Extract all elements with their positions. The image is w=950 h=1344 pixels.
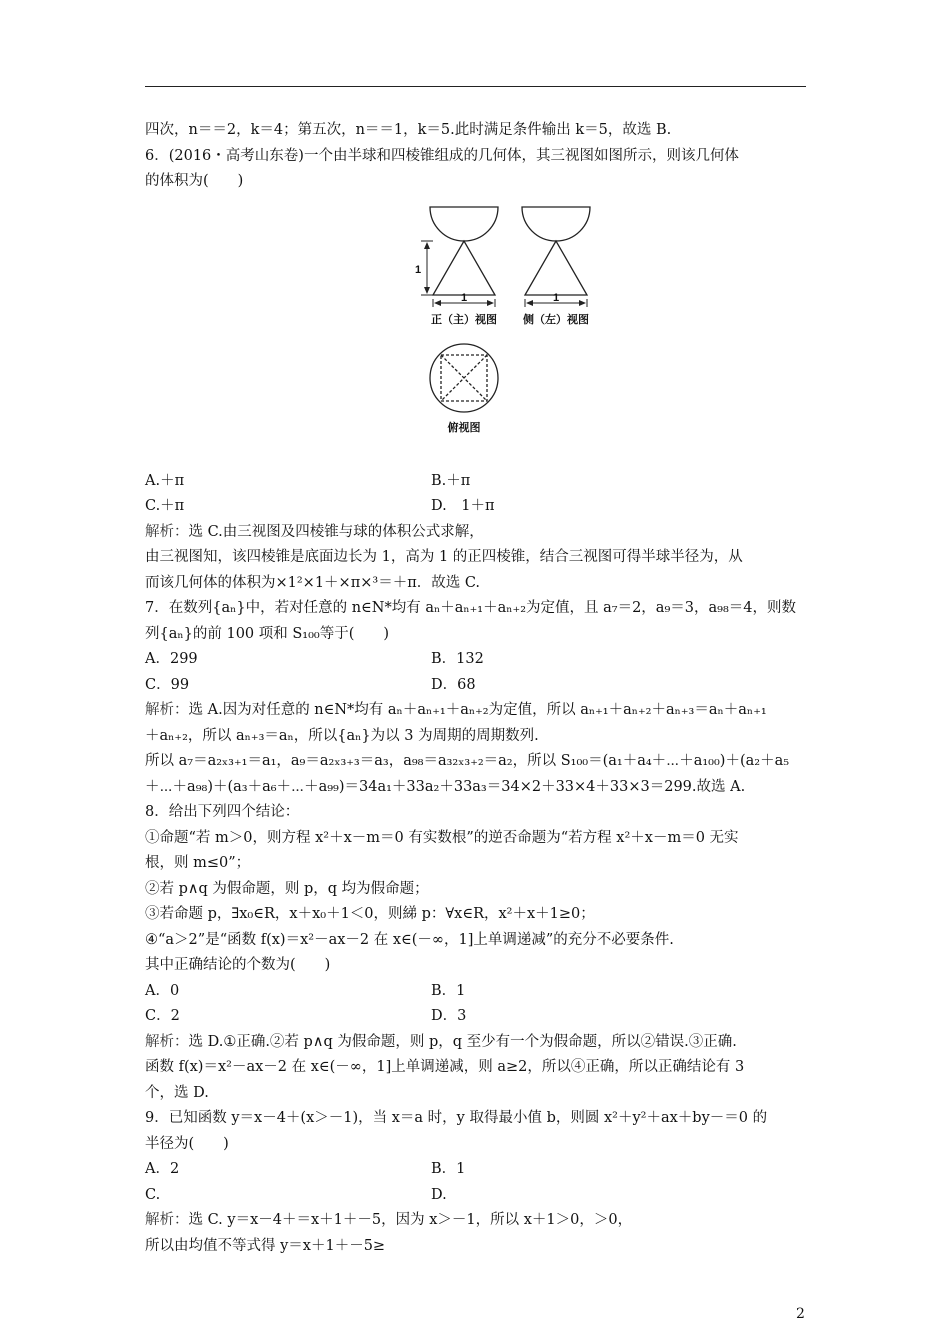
top-view-label: 俯视图 xyxy=(447,421,481,434)
option-b: B．1 xyxy=(431,982,466,999)
side-view-label: 侧（左）视图 xyxy=(523,313,589,326)
option-b: B．1 xyxy=(431,1161,466,1177)
option-a: A．0 xyxy=(145,982,180,999)
question-8-stem: 8．给出下列四个结论： xyxy=(145,804,300,820)
option-a: A．299 xyxy=(145,651,198,667)
solution-label: 解析： xyxy=(145,1033,189,1050)
option-b: B．132 xyxy=(431,651,484,667)
solution-line: 个，选 D. xyxy=(145,1084,209,1101)
front-hemisphere xyxy=(430,207,498,241)
question-6-stem: 6．(2016・高考山东卷)一个由半球和四棱锥组成的几何体，其三视图如图所示，则该几何体 xyxy=(145,147,739,164)
question-8-statement: ①命题“若 m＞0，则方程 x²＋x－m＝0 有实数根”的逆否命题为“若方程 x²＋x－m＝0 无实 xyxy=(145,829,739,846)
solution-line xyxy=(145,520,810,546)
solution-text: 选 C. y＝x－4＋＝x＋1＋－5，因为 x＞－1，所以 x＋1＞0，＞0， xyxy=(188,1212,633,1228)
option-row xyxy=(145,469,810,495)
dim-height-label: 1 xyxy=(414,263,422,276)
solution-line: 所以由均值不等式得 y＝x＋1＋－5≥ xyxy=(145,1237,386,1254)
option-row xyxy=(145,647,810,673)
question-6-stem-cont: 的体积为( ) xyxy=(145,173,244,189)
option-d: D．3 xyxy=(431,1008,467,1024)
question-8-statement: ④“a＞2”是“函数 f(x)＝x²－ax－2 在 x∈(－∞，1]上单调递减”的充分不必要条件. xyxy=(145,931,674,948)
option-row xyxy=(145,1004,810,1030)
solution-line: 所以 a₇＝a₂ₓ₃₊₁＝a₁，a₉＝a₂ₓ₃₊₃＝a₃，a₉₈＝a₃₂ₓ₃₊₂＝a₂，所以 S₁₀₀＝(a₁＋a₄＋⋯＋a₁₀₀)＋(a₂＋a₅ xyxy=(145,753,790,769)
side-pyramid xyxy=(525,241,587,295)
solution-text: 选 A.因为对任意的 n∈N*均有 aₙ＋aₙ₊₁＋aₙ₊₂为定值，所以 aₙ₊₁＋aₙ₊₂＋aₙ₊₃＝aₙ＋aₙ₊₁ xyxy=(188,702,767,718)
option-d: D. 1＋π xyxy=(431,498,495,514)
solution-line: ＋⋯＋a₉₈)＋(a₃＋a₆＋⋯＋a₉₉)＝34a₁＋33a₂＋33a₃＝34×2＋33×4＋33×3＝299.故选 A. xyxy=(145,778,746,795)
front-pyramid xyxy=(433,241,495,295)
option-c: C.＋π xyxy=(145,498,185,514)
three-view-diagram xyxy=(377,201,617,461)
option-c: C．2 xyxy=(145,1008,180,1024)
option-c: C. xyxy=(145,1186,161,1203)
text-line: 四次，n＝＝2，k＝4；第五次，n＝＝1，k＝5.此时满足条件输出 k＝5，故选 B. xyxy=(145,122,672,138)
question-7-stem-cont: 列{aₙ}的前 100 项和 S₁₀₀等于( ) xyxy=(145,625,390,642)
solution-text: 选 C.由三视图及四棱锥与球的体积公式求解， xyxy=(188,523,484,540)
solution-line xyxy=(145,1208,810,1234)
header-rule xyxy=(145,86,806,87)
option-d: D. xyxy=(431,1186,447,1203)
question-7-stem: 7．在数列{aₙ}中，若对任意的 n∈N*均有 aₙ＋aₙ₊₁＋aₙ₊₂为定值，且 a₇＝2，a₉＝3，a₉₈＝4，则数 xyxy=(145,600,796,616)
question-9-stem: 9．已知函数 y＝x－4＋(x＞－1)，当 x＝a 时，y 取得最小值 b，则圆 x²＋y²＋ax＋by－＝0 的 xyxy=(145,1110,768,1126)
option-row xyxy=(145,494,810,520)
three-view-figure xyxy=(145,201,810,461)
solution-label: 解析： xyxy=(145,1212,189,1228)
option-row xyxy=(145,979,810,1005)
page-content xyxy=(145,118,810,1259)
option-d: D．68 xyxy=(431,676,476,693)
side-hemisphere xyxy=(522,207,590,241)
option-c: C．99 xyxy=(145,676,190,693)
page-number: 2 xyxy=(796,1306,805,1322)
option-row xyxy=(145,1157,810,1183)
option-row xyxy=(145,673,810,699)
question-8-statement: ②若 p∧q 为假命题，则 p，q 均为假命题； xyxy=(145,880,429,897)
solution-text: 选 D.①正确.②若 p∧q 为假命题，则 p，q 至少有一个为假命题，所以②错误.③正确. xyxy=(188,1033,737,1050)
option-a: A.＋π xyxy=(145,472,185,489)
question-8-statement: 根，则 m≤0”； xyxy=(145,855,251,871)
solution-line: ＋aₙ₊₂，所以 aₙ₊₃＝aₙ，所以{aₙ}为以 3 为周期的周期数列. xyxy=(145,727,539,744)
question-9-stem-cont: 半径为( ) xyxy=(145,1135,229,1152)
option-a: A．2 xyxy=(145,1161,180,1177)
option-row xyxy=(145,1183,810,1209)
solution-line: 而该几何体的体积为×1²×1＋×π×³＝＋π．故选 C. xyxy=(145,574,481,591)
dim-width-side-label: 1 xyxy=(552,291,560,304)
option-b: B.＋π xyxy=(431,472,471,489)
question-8-statement: ③若命题 p，∃x₀∈R，x＋x₀＋1＜0，则綈 p：∀x∈R，x²＋x＋1≥0； xyxy=(145,906,595,922)
solution-label: 解析： xyxy=(145,702,189,718)
solution-line xyxy=(145,1030,810,1056)
solution-line xyxy=(145,698,810,724)
solution-line: 由三视图知，该四棱锥是底面边长为 1，高为 1 的正四棱锥，结合三视图可得半球半径为，从 xyxy=(145,549,743,565)
dim-width-front-label: 1 xyxy=(460,291,468,304)
solution-line: 函数 f(x)＝x²－ax－2 在 x∈(－∞，1]上单调递减，则 a≥2，所以④正确，所以正确结论有 3 xyxy=(145,1059,745,1075)
question-8-prompt: 其中正确结论的个数为( ) xyxy=(145,957,331,973)
front-view-label: 正（主）视图 xyxy=(431,313,497,326)
solution-label: 解析： xyxy=(145,523,189,540)
